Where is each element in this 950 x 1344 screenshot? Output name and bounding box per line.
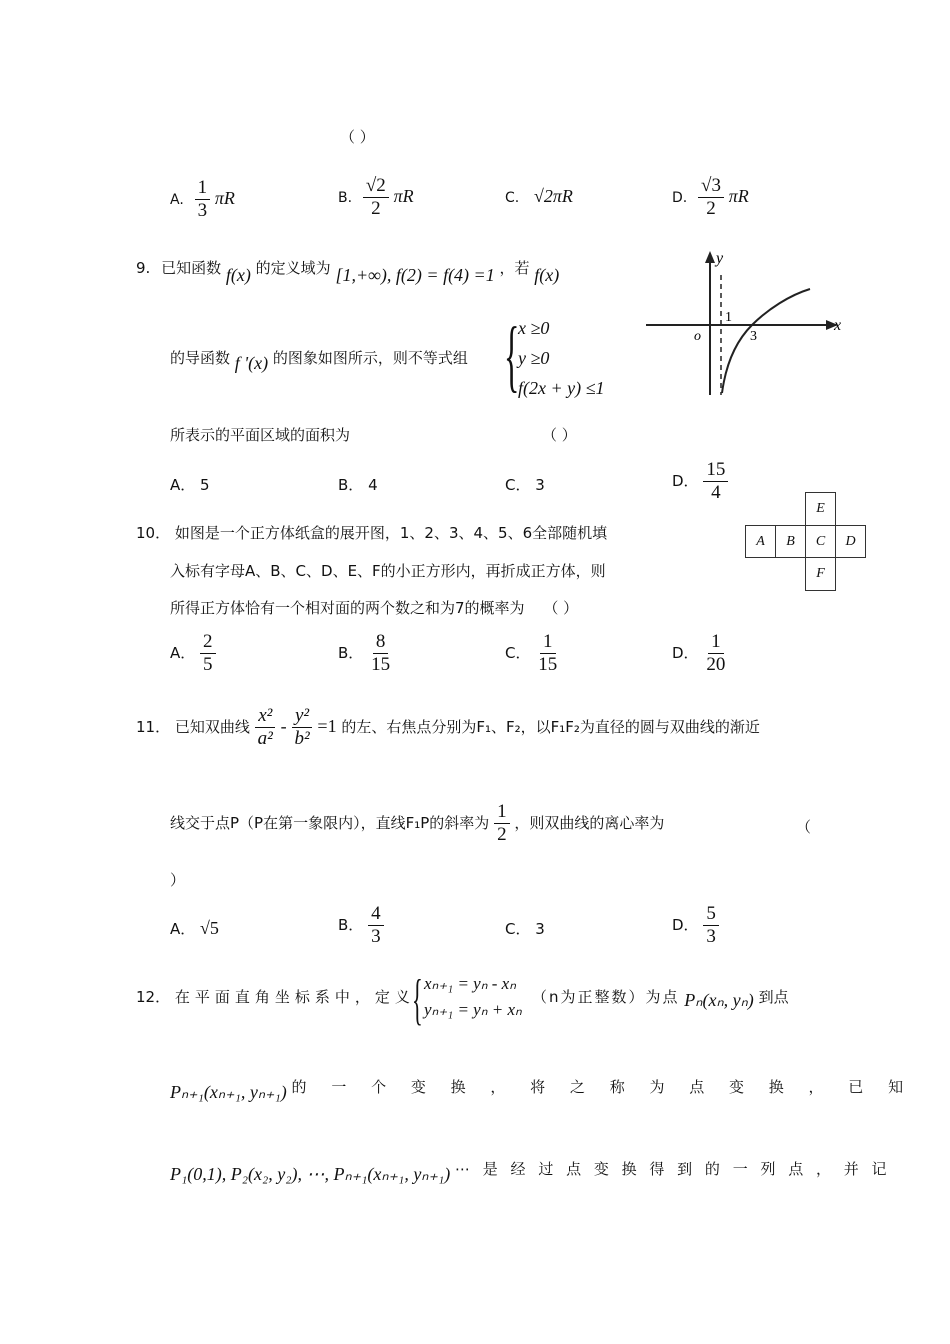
frac-den: 3 (197, 199, 208, 221)
option-label: B． (338, 643, 364, 662)
option-label: B. (338, 189, 353, 206)
q9-fx2: f(x) (534, 265, 560, 285)
q9-option-b (338, 474, 378, 495)
q9-fprime: f '(x) (234, 353, 269, 373)
question-number: 10． (136, 524, 171, 542)
q11-paren-open: （ (796, 818, 812, 836)
net-cell-c: C (805, 525, 836, 558)
option-label: A． (170, 920, 196, 938)
option-tail: πR (214, 187, 235, 208)
q8-option-b (338, 176, 414, 219)
q10-line2: 入标有字母A、B、C、D、E、F的小正方形内，再折成正方体，则 (170, 562, 606, 580)
option-label: B． (338, 915, 364, 934)
q8-option-c (505, 186, 573, 207)
system-line: yₙ₊₁ = yₙ + xₙ (424, 1000, 522, 1019)
brace-icon: { (412, 969, 423, 1031)
cube-net (745, 492, 867, 592)
q12-text4: 的 一 个 变 换 ， 将 之 称 为 点 变 换 ， 已 知 (291, 1078, 914, 1096)
q12-line2 (170, 1076, 914, 1102)
q9-fx: f(x) (225, 265, 251, 285)
q9-text3: ，若 (499, 259, 530, 277)
brace-icon: { (504, 312, 520, 400)
frac-num: √3 (698, 176, 724, 198)
q9-line1 (136, 257, 560, 285)
q12-text1: 在平面直角坐标系中，定义 (174, 988, 415, 1006)
option-value: √5 (200, 918, 219, 938)
option-expr: √2πR (534, 186, 573, 206)
eq-tail: =1 (317, 715, 337, 736)
q12-seq: P₁(0,1), P₂(x₂, y₂), ⋯, Pₙ₊₁(xₙ₊₁, yₙ₊₁) (170, 1164, 451, 1184)
system-line: x ≥0 (518, 318, 550, 338)
frac-den: 5 (203, 653, 213, 675)
q8-option-a (170, 178, 235, 221)
eq-a: a² (257, 727, 273, 749)
q11-option-c (505, 918, 545, 939)
slope-num: 1 (494, 802, 510, 824)
question-number: 12． (136, 988, 171, 1006)
option-label: A． (170, 643, 196, 662)
q9-text6: 所表示的平面区域的面积为 (170, 426, 351, 444)
tick-1-label: 1 (725, 310, 732, 325)
option-label: A. (170, 191, 184, 208)
q12-pn1: Pₙ₊₁(xₙ₊₁, yₙ₊₁) (170, 1082, 287, 1102)
derivative-graph (640, 245, 850, 405)
option-label: C． (505, 920, 531, 938)
q12-line1 (136, 986, 415, 1007)
q10-option-a (170, 632, 216, 675)
q9-text1: 已知函数 (161, 259, 222, 277)
option-label: D． (672, 915, 699, 934)
origin-label: o (694, 329, 701, 344)
frac-num: 2 (200, 632, 216, 654)
option-tail: πR (393, 185, 414, 206)
net-cell-e: E (805, 492, 836, 526)
q10-option-b (338, 632, 393, 675)
frac-den: 2 (371, 197, 381, 219)
system-line: f(2x + y) ≤1 (518, 378, 605, 398)
option-value: 3 (535, 920, 545, 938)
net-cell-d: D (835, 525, 866, 558)
frac-num: 1 (540, 632, 556, 654)
q11-text2: 的左、右焦点分别为F₁、F₂，以F₁F₂为直径的圆与双曲线的渐近 (341, 717, 760, 736)
frac-den: 3 (706, 925, 716, 947)
frac-den: 15 (538, 653, 558, 675)
q11-option-d (672, 904, 719, 947)
q9-text4: 的导函数 (170, 349, 231, 367)
q11-option-b (338, 904, 384, 947)
q10-option-d (672, 632, 728, 675)
frac-num: 1 (708, 632, 724, 654)
frac-num: 8 (373, 632, 389, 654)
option-value: 4 (368, 476, 378, 494)
minus-sign: - (280, 715, 287, 736)
q11-option-a (170, 918, 219, 939)
q10-paren: （ ） (543, 599, 579, 617)
q9-domain: [1,+∞), f(2) = f(4) =1 (335, 265, 495, 285)
q10-text: 如图是一个正方体纸盒的展开图，1、2、3、4、5、6全部随机填 (174, 524, 608, 542)
system-line: y ≥0 (518, 348, 550, 368)
option-label: D. (672, 189, 688, 206)
frac-den: 20 (706, 653, 726, 675)
option-label: C． (505, 643, 531, 662)
q12-line3 (170, 1158, 891, 1184)
question-number: 9. (136, 259, 151, 277)
eq-x: x² (255, 706, 275, 728)
option-tail: πR (728, 185, 749, 206)
q12-text5: ⋯ 是 经 过 点 变 换 得 到 的 一 列 点 ， 并 记 (455, 1160, 891, 1178)
derivative-curve (722, 289, 810, 393)
option-label: C. (505, 190, 520, 206)
q11-text4: ，则双曲线的离心率为 (514, 813, 665, 832)
option-label: A． (170, 476, 196, 494)
frac-den: 15 (371, 653, 391, 675)
q9-line3 (170, 424, 350, 445)
question-number: 11． (136, 717, 171, 736)
x-axis-label: x (834, 317, 842, 334)
slope-den: 2 (497, 823, 507, 845)
tick-3-label: 3 (750, 329, 757, 344)
option-value: 3 (535, 476, 545, 494)
q11-text1: 已知双曲线 (174, 717, 250, 736)
q9-option-a (170, 474, 210, 495)
system-line: xₙ₊₁ = yₙ - xₙ (424, 974, 516, 993)
q10-option-c (505, 632, 560, 675)
y-axis-label: y (716, 250, 724, 267)
net-cell-f: F (805, 557, 836, 591)
q8-option-d (672, 176, 749, 219)
net-cell-b: B (775, 525, 806, 558)
q11-text3: 线交于点P（P在第一象限内），直线F₁P的斜率为 (170, 813, 490, 832)
q9-option-c (505, 474, 545, 495)
frac-num: 4 (368, 904, 384, 926)
q11-paren-close: ） (170, 871, 186, 889)
q9-line2 (170, 347, 468, 373)
q12-pn: Pₙ(xₙ, yₙ) (684, 990, 754, 1010)
option-value: 5 (200, 476, 210, 494)
q12-text2: （n为正整数）为点 (532, 988, 680, 1006)
frac-num: 1 (195, 178, 211, 200)
option-label: D． (672, 643, 699, 662)
q12-line1b (532, 986, 789, 1010)
frac-den: 4 (711, 481, 721, 503)
eq-y: y² (292, 706, 312, 728)
q10-text3: 所得正方体恰有一个相对面的两个数之和为7的概率为 (170, 599, 525, 617)
q9-option-d (672, 460, 728, 503)
option-label: C． (505, 476, 531, 494)
frac-num: 5 (703, 904, 719, 926)
q11-line2 (170, 802, 664, 845)
option-label: B． (338, 476, 364, 494)
y-axis-arrow-icon (705, 251, 715, 263)
q9-text2: 的定义域为 (255, 259, 331, 277)
frac-num: 15 (703, 460, 728, 482)
frac-den: 3 (371, 925, 381, 947)
frac-num: √2 (363, 176, 389, 198)
q8-paren: （ ） (340, 128, 375, 146)
net-cell-a: A (745, 525, 776, 558)
q9-paren: （ ） (542, 426, 577, 444)
q11-line1 (136, 706, 760, 749)
q9-text5: 的图象如图所示，则不等式组 (272, 349, 468, 367)
q10-line3 (170, 597, 578, 618)
eq-b: b² (294, 727, 310, 749)
q10-line1 (136, 522, 607, 543)
option-label: D． (672, 471, 699, 490)
q12-text3: 到点 (758, 988, 789, 1006)
frac-den: 2 (706, 197, 716, 219)
